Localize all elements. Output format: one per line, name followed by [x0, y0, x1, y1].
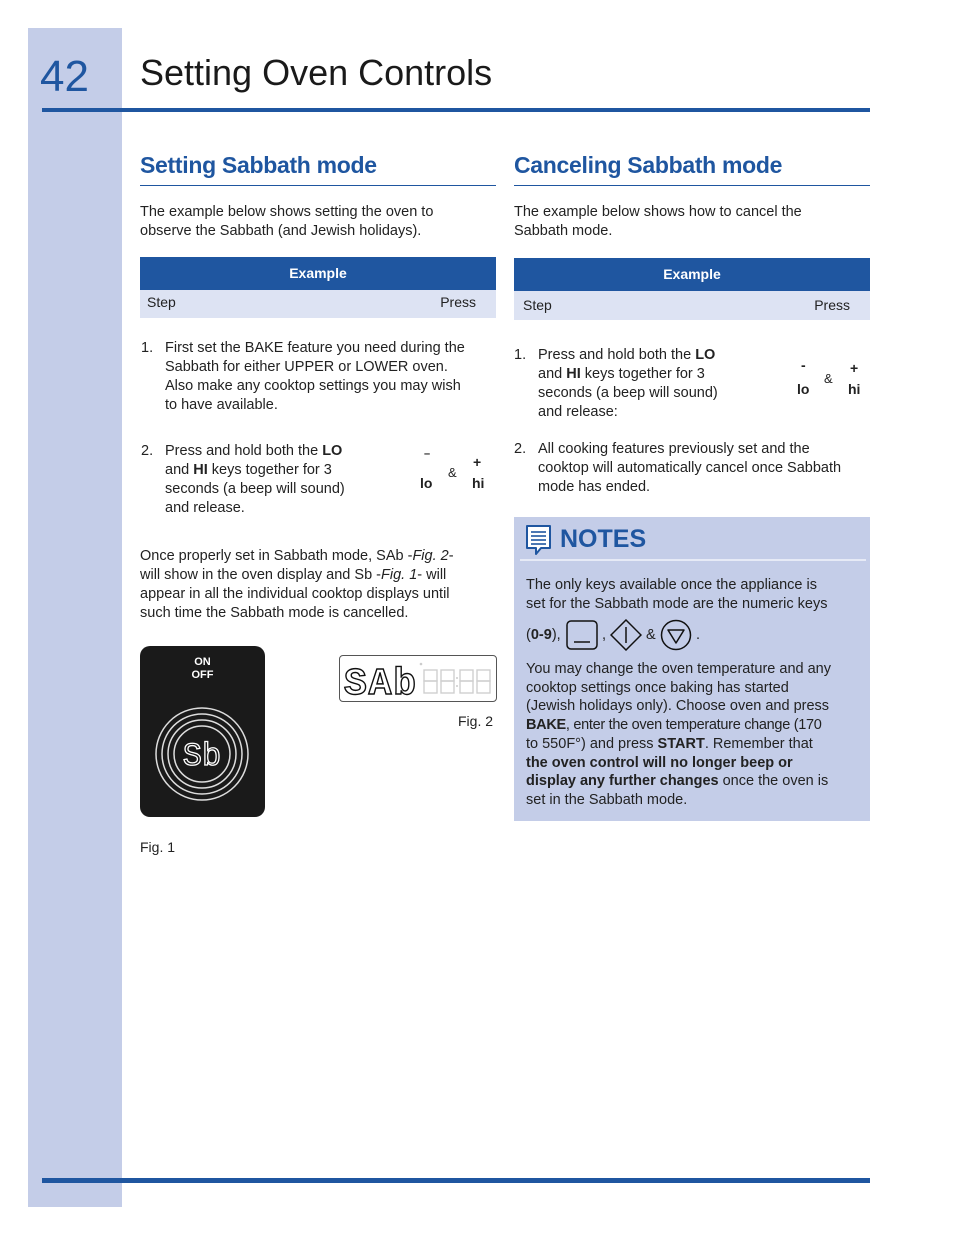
fig2-readout: SAb [344, 663, 416, 701]
example-header: Example [140, 257, 496, 290]
notes-line [526, 716, 866, 735]
notes-line: set in the Sabbath mode. [526, 791, 688, 808]
setting-intro: The example below shows setting the oven to observe the Sabbath (and Jewish holidays). [140, 204, 434, 239]
plus-icon: + [473, 454, 482, 470]
notes-box [514, 517, 870, 821]
ampersand: & [448, 465, 457, 480]
keys-text [526, 627, 561, 643]
comma: , [602, 627, 607, 643]
cancel-key-icon [660, 619, 692, 651]
example-header: Example [514, 258, 870, 291]
plus-icon: + [850, 360, 859, 376]
start-label: START [657, 735, 705, 752]
display-description [140, 547, 500, 623]
space-key-icon [566, 620, 598, 650]
emphasis-text: the oven control will no longer beep or [526, 754, 793, 771]
notes-paragraph-1 [526, 576, 866, 614]
step-text-part: and [538, 366, 567, 382]
ampersand: & [646, 627, 656, 643]
lo-key: lo [797, 381, 810, 397]
notes-line [526, 754, 866, 773]
step-text-part: keys together for 3 [207, 462, 332, 478]
text-part: - [448, 548, 454, 564]
notes-title: NOTES [560, 525, 647, 553]
text-line: such time the Sabbath mode is cancelled. [140, 605, 409, 621]
example-subheader [514, 291, 870, 320]
step-line: to have available. [165, 397, 278, 413]
canceling-step-2 [514, 440, 870, 500]
text-part: to 550F°) and press [526, 735, 658, 752]
step-text-part: and [165, 462, 194, 478]
example-table-canceling [514, 258, 870, 320]
top-rule [42, 108, 870, 112]
sidebar-band [28, 28, 122, 1207]
off-label: OFF [191, 669, 214, 681]
lo-key-label: LO [322, 443, 343, 459]
step-text-part: Press and hold both the [538, 347, 696, 363]
col-step: Step [523, 297, 552, 313]
page-number: 42 [40, 52, 89, 101]
page-title: Setting Oven Controls [140, 52, 493, 93]
notes-paragraph-2 [526, 660, 866, 810]
notes-line: cooktop settings once baking has started [526, 679, 789, 696]
setting-step-1 [141, 339, 496, 419]
notes-line: You may change the oven temperature and any [526, 661, 831, 677]
col-press: Press [814, 297, 850, 313]
minus-icon: – [424, 448, 431, 460]
step-text [165, 442, 345, 518]
step-number: 2. [514, 441, 527, 457]
text-part: - will [417, 567, 447, 583]
text-part: , enter the oven temperature change (170 [565, 717, 822, 734]
lo-hi-keys-canceling [796, 357, 876, 400]
control-knob-icon [140, 646, 265, 817]
fig2-caption: Fig. 2 [458, 713, 494, 729]
step-line: mode has ended. [538, 479, 651, 495]
notes-line: The only keys available once the appliance is [526, 577, 817, 593]
example-subheader [140, 290, 496, 318]
text-part: ( [526, 627, 531, 643]
step-text [538, 346, 718, 422]
step-line: First set the BAKE feature you need during the [165, 340, 465, 356]
notes-line [526, 735, 866, 754]
fig1-readout: Sb [182, 738, 222, 775]
start-key-icon [610, 619, 642, 651]
lo-key: lo [420, 475, 433, 491]
hi-key: hi [848, 381, 861, 397]
notes-keys-line [526, 619, 866, 653]
hi-key: hi [472, 475, 485, 491]
minus-icon: - [801, 357, 806, 373]
segment-display-icon [340, 656, 496, 701]
setting-step-2 [141, 442, 381, 522]
notes-icon [524, 523, 554, 557]
step-line: Sabbath for either UPPER or LOWER oven. [165, 359, 448, 375]
step-text-part: Press and hold both the [165, 443, 323, 459]
hi-key-label: HI [566, 366, 581, 382]
step-line: Also make any cooktop settings you may wish [165, 378, 461, 394]
emphasis-text: display any further changes [526, 773, 719, 790]
step-text-part: keys together for 3 [580, 366, 705, 382]
on-label: ON [194, 656, 211, 668]
text-part: . Remember that [704, 735, 813, 752]
section-title-canceling-sabbath: Canceling Sabbath mode [514, 152, 870, 186]
numeric-keys-label: 0-9 [530, 627, 552, 643]
col-step: Step [147, 294, 176, 310]
bottom-rule [42, 1178, 870, 1183]
section-title-setting-sabbath: Setting Sabbath mode [140, 152, 496, 186]
bake-label: BAKE [526, 717, 566, 734]
notes-line: set for the Sabbath mode are the numeric keys [526, 596, 828, 612]
period: . [696, 627, 701, 643]
notes-divider [520, 559, 866, 561]
step-text [538, 440, 841, 497]
text-line: appear in all the individual cooktop displays until [140, 586, 450, 602]
fig-ref: Fig. 1 [381, 567, 418, 583]
fig-ref: Fig. 2 [412, 548, 449, 564]
canceling-step-1 [514, 346, 744, 426]
text-part: Once properly set in Sabbath mode, SAb - [140, 548, 413, 564]
step-line: All cooking features previously set and the [538, 441, 810, 457]
step-line: and release: [538, 404, 618, 420]
step-line: cooktop will automatically cancel once Sabbath [538, 460, 842, 476]
canceling-intro: The example below shows how to cancel the Sabbath mode. [514, 204, 802, 239]
step-number: 1. [514, 347, 527, 363]
lo-hi-keys-setting [418, 448, 498, 492]
fig2-oven-display [339, 655, 497, 702]
fig1-cooktop-control [140, 646, 265, 817]
step-line: seconds (a beep will sound) [165, 481, 345, 497]
text-part: will show in the oven display and Sb - [140, 567, 381, 583]
step-number: 1. [141, 340, 154, 356]
step-text [165, 339, 465, 415]
text-part: ), [551, 627, 561, 643]
ampersand: & [824, 371, 833, 386]
notes-line: (Jewish holidays only). Choose oven and press [526, 698, 830, 715]
col-press: Press [440, 294, 476, 310]
text-part: once the oven is [718, 773, 829, 790]
step-number: 2. [141, 443, 154, 459]
notes-line [526, 772, 866, 791]
example-table-setting [140, 257, 496, 318]
fig1-caption: Fig. 1 [140, 839, 176, 855]
step-line: seconds (a beep will sound) [538, 385, 718, 401]
lo-key-label: LO [695, 347, 716, 363]
hi-key-label: HI [193, 462, 208, 478]
step-line: and release. [165, 500, 245, 516]
